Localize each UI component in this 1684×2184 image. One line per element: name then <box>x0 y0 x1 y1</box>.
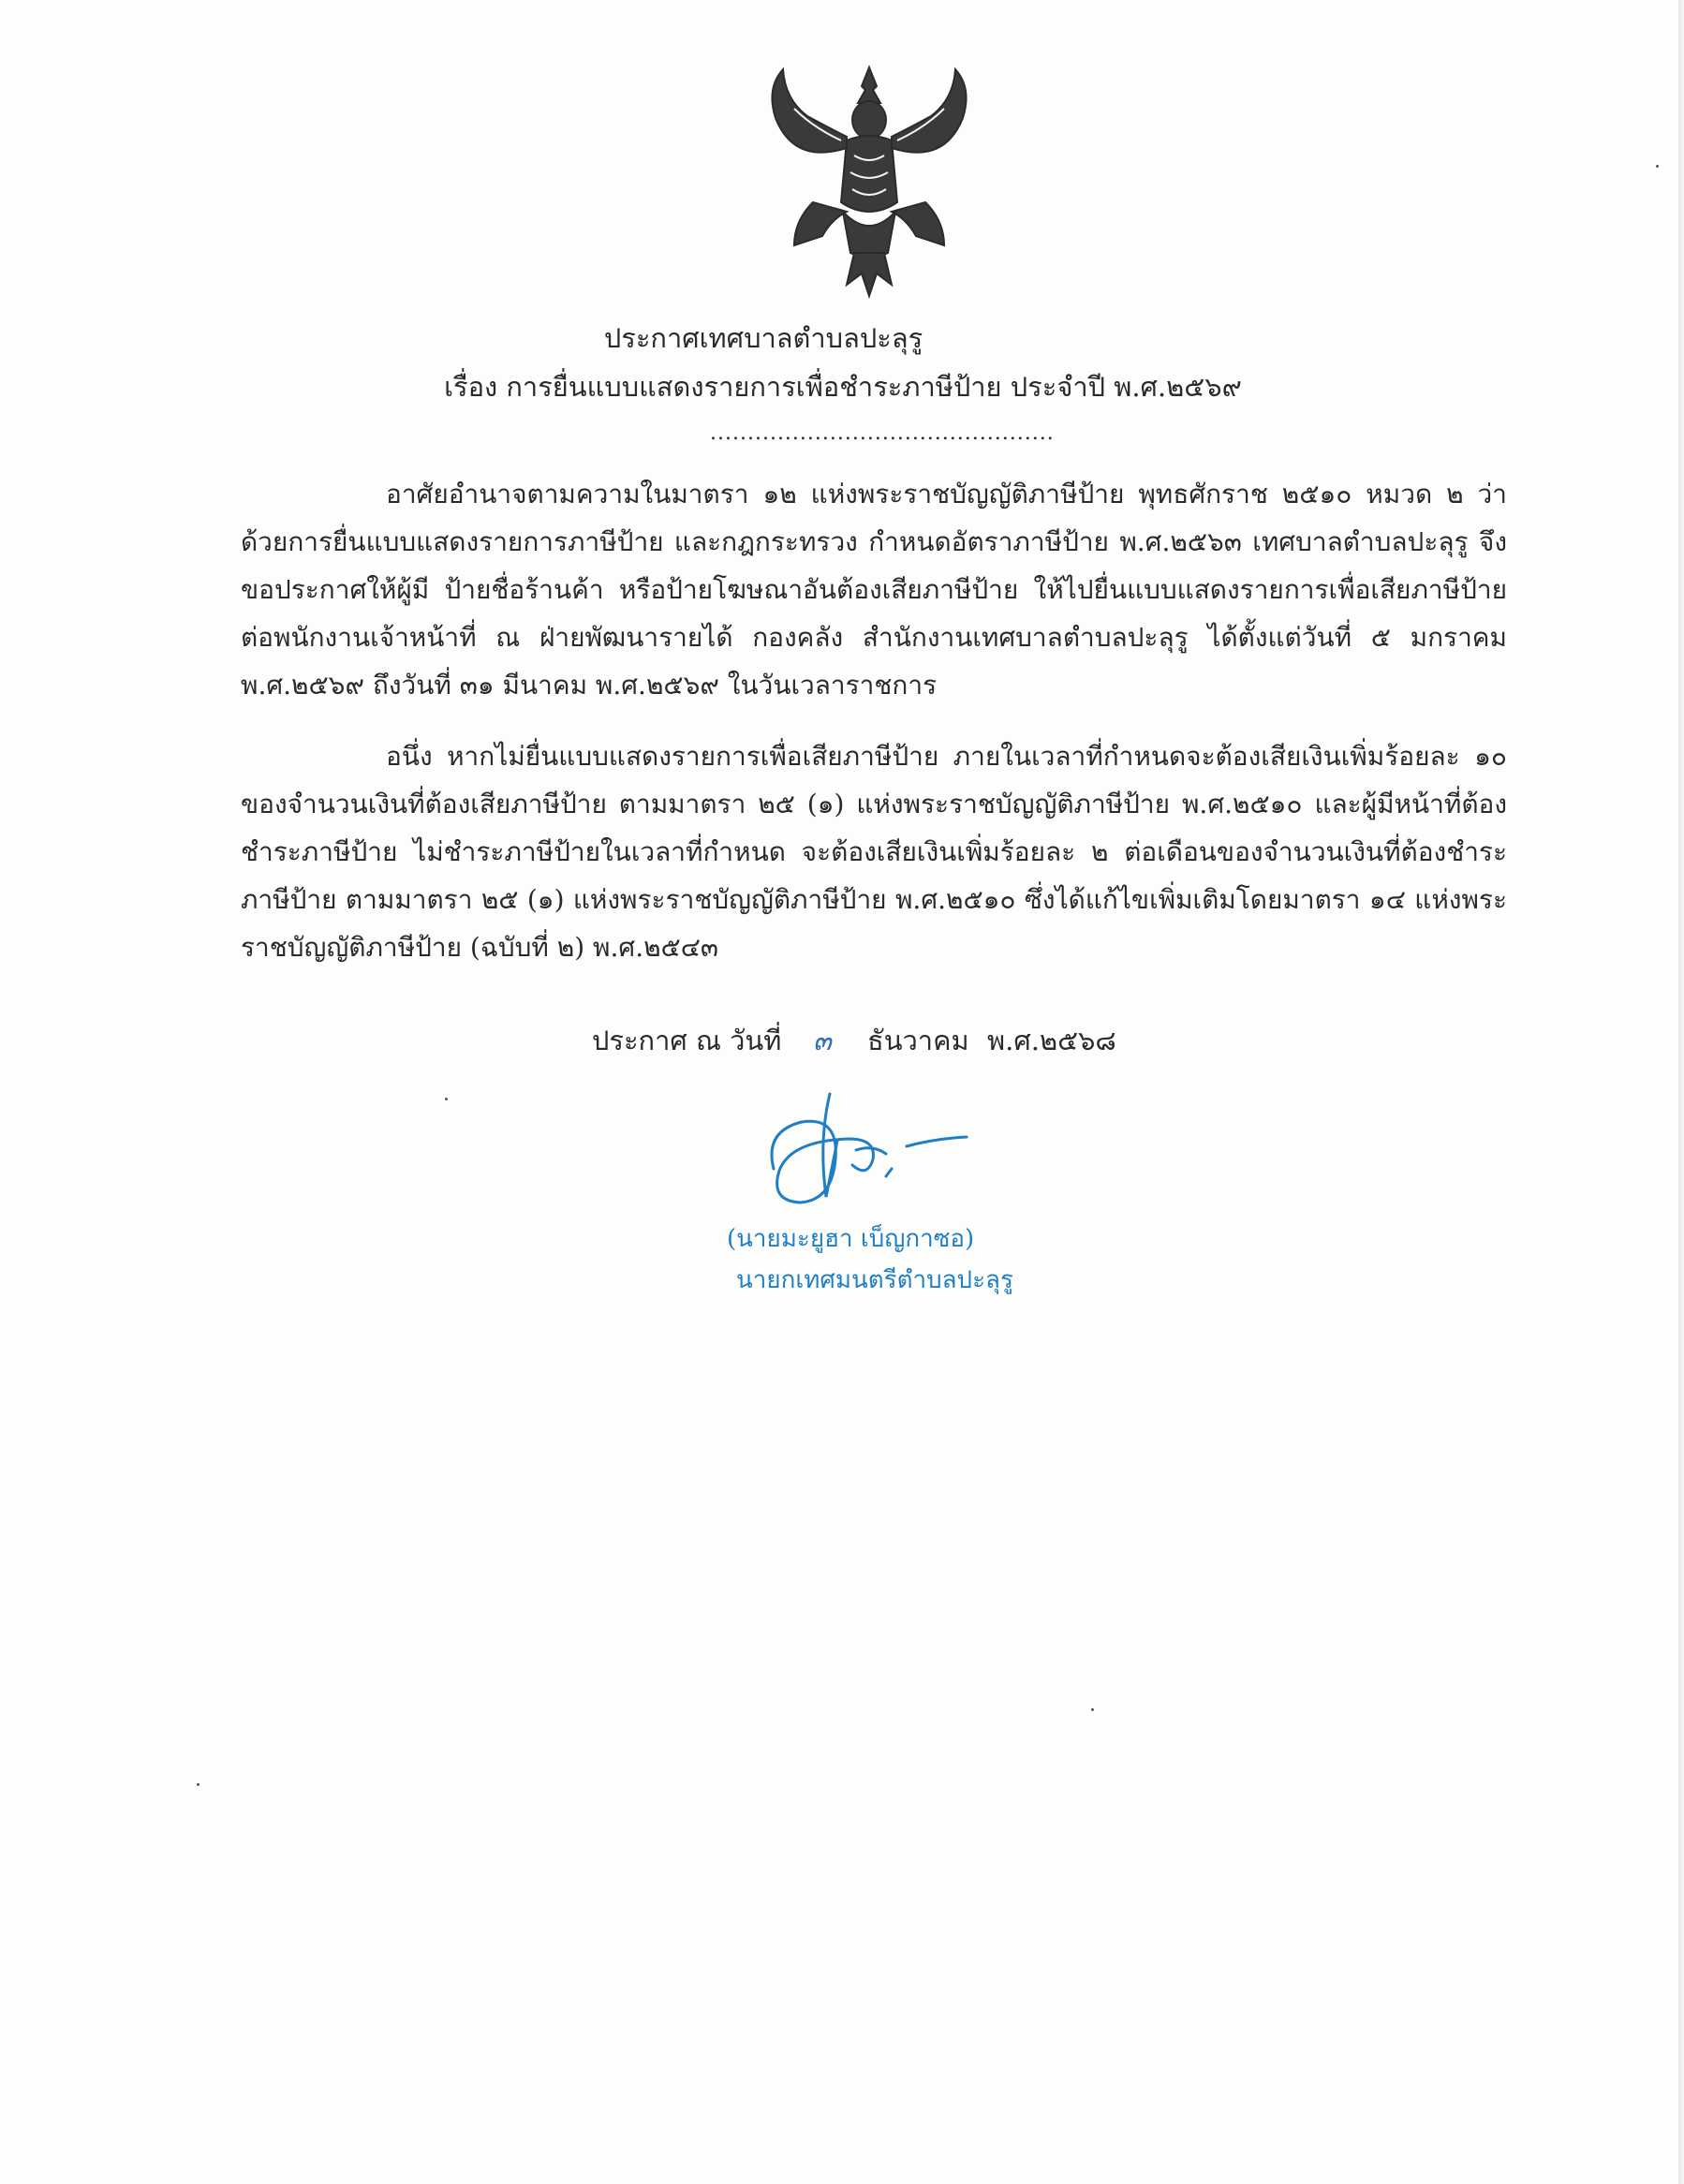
divider-dots: .............................................. <box>710 421 1055 445</box>
paragraph-1-text: อาศัยอำนาจตามความในมาตรา ๑๒ แห่งพระราชบัญญัติภาษีป้าย พุทธศักราช ๒๕๑๐ หมวด ๒ ว่าด้วยการยื่นแบบแสดงรายการภาษีป้าย และกฎกระทรวง กำหนดอัตราภาษีป้าย พ.ศ.๒๕๖๓ เทศบาลตำบลปะลุรู จึงขอประกาศให้ผู้มี ป้ายชื่อร้านค้า หรือป้ายโฆษณาอันต้องเสียภาษีป้าย ให้ไปยื่นแบบแสดงรายการเพื่อเสียภาษีป้ายต่อพนักงานเจ้าหน้าที่ ณ ฝ่ายพัฒนารายได้ กองคลัง สำนักงานเทศบาลตำบลปะลุรู ได้ตั้งแต่วันที่ ๕ มกราคม พ.ศ.๒๕๖๙ ถึงวันที่ ๓๑ มีนาคม พ.ศ.๒๕๖๙ ในวันเวลาราชการ <box>241 479 1507 701</box>
scan-speck <box>1656 165 1659 168</box>
paragraph-penalty <box>241 732 1507 971</box>
signer-title: นายกเทศมนตรีตำบลปะลุรู <box>736 1266 1013 1294</box>
date-day-handwritten: ๓ <box>813 1025 832 1056</box>
scan-speck <box>1091 1708 1094 1711</box>
announcement-date <box>592 1019 1116 1062</box>
date-year: พ.ศ.๒๕๖๘ <box>987 1025 1116 1056</box>
signature-icon <box>746 1085 970 1216</box>
announcement-title: ประกาศเทศบาลตำบลปะลุรู <box>603 322 923 354</box>
scan-speck <box>445 1098 448 1100</box>
paragraph-authority <box>241 470 1507 709</box>
paragraph-2-text: อนึ่ง หากไม่ยื่นแบบแสดงรายการเพื่อเสียภาษีป้าย ภายในเวลาที่กำหนดจะต้องเสียเงินเพิ่มร้อยละ ๑๐ ของจำนวนเงินที่ต้องเสียภาษีป้าย ตามมาตรา ๒๕ (๑) แห่งพระราชบัญญัติภาษีป้าย พ.ศ.๒๕๑๐ และผู้มีหน้าที่ต้องชำระภาษีป้าย ไม่ชำระภาษีป้ายในเวลาที่กำหนด จะต้องเสียเงินเพิ่มร้อยละ ๒ ต่อเดือนของจำนวนเงินที่ต้องชำระภาษีป้าย ตามมาตรา ๒๕ (๑) แห่งพระราชบัญญัติภาษีป้าย พ.ศ.๒๕๑๐ ซึ่งได้แก้ไขเพิ่มเติมโดยมาตรา ๑๔ แห่งพระราชบัญญัติภาษีป้าย (ฉบับที่ ๒) พ.ศ.๒๕๔๓ <box>241 741 1507 963</box>
signer-name: (นายมะยูฮา เบ็ญกาซอ) <box>727 1225 975 1253</box>
date-month: ธันวาคม <box>867 1025 969 1056</box>
page-edge-shadow <box>1678 0 1684 2184</box>
announcement-subject: เรื่อง การยื่นแบบแสดงรายการเพื่อชำระภาษีป้าย ประจำปี พ.ศ.๒๕๖๙ <box>444 371 1242 403</box>
date-prefix: ประกาศ ณ วันที่ <box>592 1025 782 1056</box>
scan-speck <box>197 1783 199 1786</box>
garuda-emblem-icon <box>757 62 982 305</box>
